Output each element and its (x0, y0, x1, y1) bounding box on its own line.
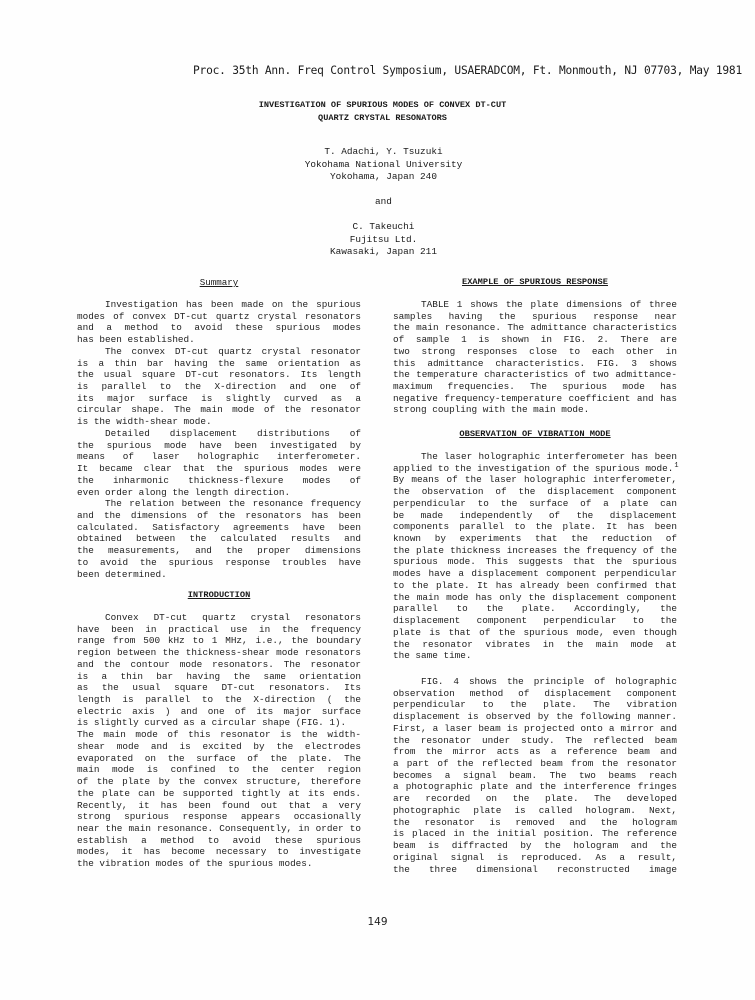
text-line: components parallel to the plate. It has been (393, 521, 677, 533)
author-affiliation: Yokohama National University (304, 158, 463, 170)
text-line: is parallel to the X-direction and one of (77, 381, 361, 393)
text-line: displacement is observed by the following manner. (393, 711, 677, 723)
text-line: the observation of the displacement component (393, 486, 677, 498)
text-line: photographic plate is called hologram. Next, (393, 804, 677, 816)
text-line: original signal is reproduced. As a result, (393, 851, 677, 863)
author-names: T. Adachi, Y. Tsuzuki (324, 146, 443, 157)
text-line: a part of the reflected beam from the resonator (393, 758, 677, 770)
right-column-observation (393, 429, 677, 662)
text-line: establish a method to avoid these spurious (77, 834, 361, 846)
text-line: as the usual square DT-cut resonators. Its (77, 682, 361, 694)
left-column (77, 277, 361, 580)
text-line: even order along the length direction. (77, 486, 291, 498)
author-address: Yokohama, Japan 240 (330, 171, 437, 183)
text-line: modes have a displacement component perpendicular (393, 568, 677, 580)
text-line: FIG. 4 shows the principle of holographic (421, 676, 677, 687)
text-line: shear mode and is excited by the electrodes (77, 740, 361, 752)
text-line: has been established. (77, 334, 195, 346)
conjunction-text: and (375, 196, 392, 207)
text-line: Recently, it has been found out that a very (77, 799, 361, 811)
text-line: It became clear that the spurious modes were (77, 463, 361, 475)
text-line: Investigation has been made on the spurious (105, 299, 361, 310)
text-line: region between the thickness-shear mode resonators (77, 647, 361, 659)
text-line: perpendicular to the surface of a plate can (393, 497, 677, 509)
text-line: the temperature characteristics of two admittance- (393, 369, 677, 381)
text-line: the main resonance. The admittance characteristics (393, 322, 677, 334)
text-line: known by experiments that the reduction of (393, 533, 677, 545)
title-line-1: INVESTIGATION OF SPURIOUS MODES OF CONVEX DT-CUT (258, 100, 507, 110)
text-line: the resonator vibrates in the main mode at (393, 638, 677, 650)
text-line: of the plate by the convex structure, therefore (77, 776, 361, 788)
introduction-body (77, 612, 361, 870)
introduction-heading: INTRODUCTION (187, 590, 251, 600)
text-line: the vibration modes of the spurious modes. (77, 858, 313, 870)
proceedings-citation: Proc. 35th Ann. Freq Control Symposium, USAERADCOM, Ft. Monmouth, NJ 07703, May 1981 (193, 64, 742, 77)
text-line: negative frequency-temperature coefficient and has (393, 392, 677, 404)
text-line: is placed in the initial position. The reference (393, 828, 677, 840)
text-line: a photographic plate and the interference fringes (393, 781, 677, 793)
text-line: maximum frequencies. The spurious mode has (393, 381, 677, 393)
text-line: beam is diffracted by the hologram and the (393, 840, 677, 852)
text-line: the spurious mode have been investigated by (77, 439, 361, 451)
text-line: strong coupling with the main mode. (393, 404, 590, 416)
text-line: to avoid the spurious response troubles have (77, 556, 361, 568)
text-line: strong spurious response appears occasionally (77, 811, 361, 823)
text-line: its major surface is slightly curved as a (77, 392, 361, 404)
observation-body (393, 451, 677, 662)
text-line: TABLE 1 shows the plate dimensions of three (421, 299, 677, 310)
text-line: have been in practical use in the frequency (77, 623, 361, 635)
text-line: is a thin bar having the same orientation (77, 670, 361, 682)
text-line: is the width-shear mode. (77, 416, 212, 428)
text-line: samples having the spurious response near (393, 310, 677, 322)
observation-heading: OBSERVATION OF VIBRATION MODE (459, 429, 611, 439)
text-line: of sample 1 is shown in FIG. 2. There are (393, 334, 677, 346)
summary-body (77, 299, 361, 580)
text-line: modes, it has become necessary to investigate (77, 846, 361, 858)
text-line: near the main resonance. Consequently, in order to (77, 822, 361, 834)
author-affiliation: Fujitsu Ltd. (349, 233, 418, 245)
text-line: The convex DT-cut quartz crystal resonator (105, 345, 361, 357)
text-line: observation method of displacement component (393, 687, 677, 699)
right-column (393, 277, 677, 416)
text-line: be made independently of the displacement (393, 509, 677, 521)
text-line: applied to the investigation of the spurious mode.$^1$ (393, 461, 679, 474)
text-line: range from 500 kHz to 1 MHz, i.e., the boundary (77, 635, 361, 647)
text-line: to the plate. It has already been confirmed that (393, 579, 677, 591)
text-line: Convex DT-cut quartz crystal resonators (105, 612, 361, 623)
left-column-intro (77, 590, 361, 870)
text-line: The relation between the resonance frequency (105, 498, 361, 510)
fig4-body (393, 676, 677, 875)
text-line: obtained between the calculated results and (77, 533, 361, 545)
author-block-1 (0, 146, 755, 184)
text-line: circular shape. The main mode of the resonator (77, 404, 361, 416)
text-line: the measurements, and the proper dimensions (77, 545, 361, 557)
text-line: two strong responses close to each other in (393, 345, 677, 357)
text-line: perpendicular to the plate. The vibration (393, 699, 677, 711)
text-line: the resonator is removed and the hologram (393, 816, 677, 828)
text-line: electric axis ) and one of its major surface (77, 705, 361, 717)
text-line: been determined. (77, 568, 167, 580)
text-line: from the mirror acts as a reference beam and (393, 746, 677, 758)
text-line: and the contour mode resonators. The resonator (77, 658, 361, 670)
text-line: becomes a signal beam. The two beams reach (393, 769, 677, 781)
text-line: the three dimensional reconstructed image (393, 863, 677, 875)
text-line: and a method to avoid these spurious modes (77, 322, 361, 334)
text-line: are recorded on the plate. The developed (393, 793, 677, 805)
text-line: the same time. (393, 650, 472, 662)
text-line: modes of convex DT-cut quartz crystal resonators (77, 310, 361, 322)
right-column-fig4 (393, 676, 677, 875)
example-heading: EXAMPLE OF SPURIOUS RESPONSE (462, 277, 608, 287)
page-number: 149 (367, 916, 388, 928)
text-line: evaporated on the surface of the plate. The (77, 752, 361, 764)
text-line: length is parallel to the X-direction ( the (77, 694, 361, 706)
text-line: the main mode has only the displacement component (393, 591, 677, 603)
text-line: First, a laser beam is projected onto a mirror and (393, 722, 677, 734)
author-address: Kawasaki, Japan 211 (330, 246, 437, 258)
text-line: spurious mode. This suggests that the spurious (393, 556, 677, 568)
example-body (393, 299, 677, 416)
text-line: parallel to the plate. Accordingly, the (393, 603, 677, 615)
text-line: is slightly curved as a circular shape (FIG. 1). (77, 717, 347, 729)
author-conjunction (0, 196, 755, 209)
text-line: the plate can be supported tightly at its ends. (77, 787, 361, 799)
author-block-2 (0, 221, 755, 259)
text-line: the resonator under study. The reflected beam (393, 734, 677, 746)
text-line: By means of the laser holographic interferometer, (393, 474, 677, 486)
text-line: the plate thickness increases the frequency of the (393, 544, 677, 556)
summary-heading: Summary (199, 277, 239, 288)
text-line: the usual square DT-cut resonators. Its length (77, 369, 361, 381)
text-line: main mode is confined to the center region (77, 764, 361, 776)
paper-title (0, 99, 755, 125)
title-line-2: QUARTZ CRYSTAL RESONATORS (318, 113, 447, 123)
author-names: C. Takeuchi (352, 221, 415, 232)
text-line: this admittance characteristics. FIG. 3 shows (393, 357, 677, 369)
text-line: calculated. Satisfactory agreements have been (77, 521, 361, 533)
text-line: the inharmonic thickness-flexure modes of (77, 474, 361, 486)
text-line: Detailed displacement distributions of (105, 427, 361, 439)
text-line: means of laser holographic interferometer. (77, 451, 361, 463)
text-line: plate is that of the spurious mode, even though (393, 626, 677, 638)
text-line: is a thin bar having the same orientation as (77, 357, 361, 369)
text-line: The laser holographic interferometer has been (421, 451, 677, 462)
text-line: The main mode of this resonator is the width- (77, 729, 361, 741)
reference-superscript: 1 (674, 461, 679, 470)
text-line: displacement component perpendicular to the (393, 615, 677, 627)
text-line: and the dimensions of the resonators has been (77, 509, 361, 521)
